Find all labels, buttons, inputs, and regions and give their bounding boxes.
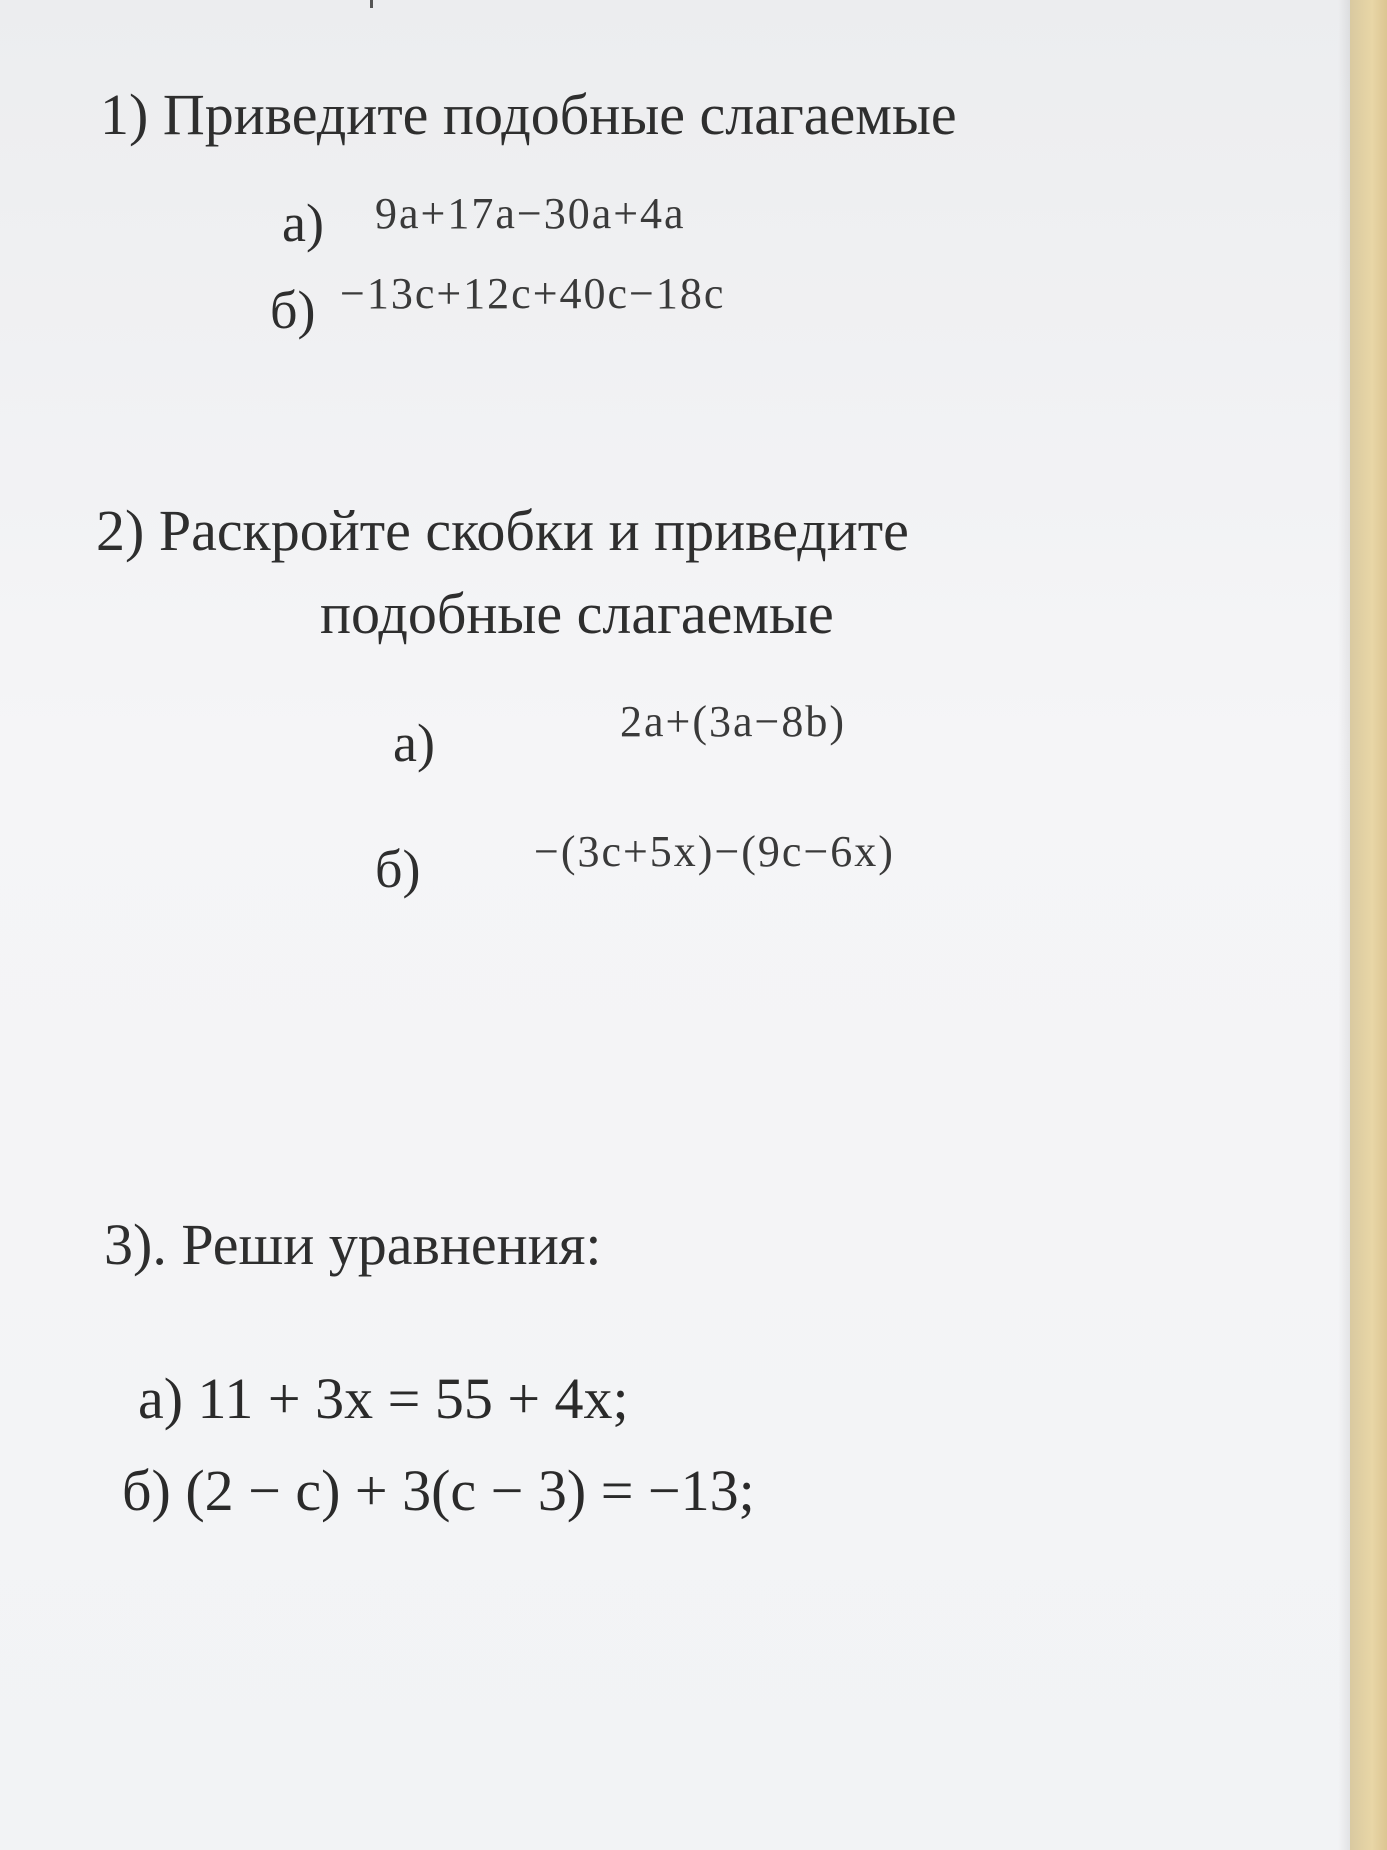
task2-b-label: б) [375, 839, 421, 899]
task3-heading: 3). Реши уравнения: [104, 1212, 602, 1277]
task1-heading: 1) Приведите подобные слагаемые [100, 82, 957, 147]
task3-b-equation: б) (2 − c) + 3(c − 3) = −13; [122, 1458, 755, 1523]
task2-heading-line1: 2) Раскройте скобки и приведите [96, 498, 909, 563]
task1-a-expression: 9a+17a−30a+4a [375, 189, 686, 238]
desk-surface [1350, 0, 1387, 1850]
task3-a-equation: а) 11 + 3x = 55 + 4x; [138, 1366, 629, 1431]
task2-a-expression: 2a+(3a−8b) [620, 697, 846, 746]
task2-b-expression: −(3c+5x)−(9c−6x) [534, 827, 895, 876]
task2-heading-line2: подобные слагаемые [320, 581, 834, 646]
task1-a-label: а) [282, 193, 324, 253]
task1-b-label: б) [270, 280, 316, 340]
task2-a-label: а) [393, 713, 435, 773]
top-text-fragment [370, 0, 373, 8]
task1-b-expression: −13c+12c+40c−18c [340, 269, 726, 318]
